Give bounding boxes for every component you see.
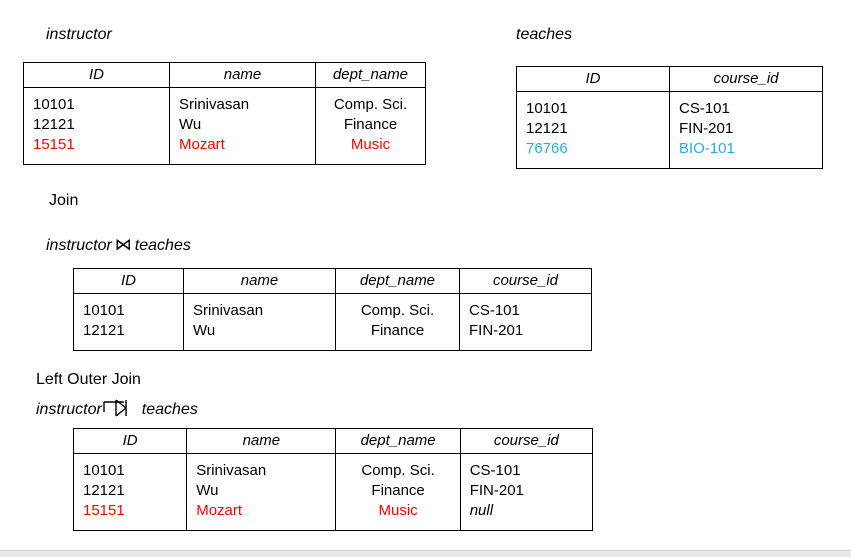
table-row: 10101	[526, 100, 568, 117]
left-outer-join-icon	[102, 400, 142, 420]
teaches-id-cells	[517, 92, 670, 169]
table-row: 15151	[83, 502, 125, 519]
table-row: FIN-201	[679, 120, 734, 137]
table-row: CS-101	[469, 302, 520, 319]
table-row-null: null	[469, 502, 494, 519]
table-header-row	[74, 429, 593, 454]
join-result-table	[73, 268, 592, 351]
join-name-cells	[184, 294, 336, 351]
column-header-dept-name: dept_name	[316, 63, 426, 88]
table-row: 12121	[83, 482, 125, 499]
table-row: Mozart	[179, 136, 225, 153]
instructor-table	[23, 62, 426, 165]
table-row: Wu	[196, 482, 219, 499]
table-body-row	[74, 294, 592, 351]
table-row: Music	[378, 502, 418, 519]
natural-join-icon: ⋈	[114, 235, 132, 254]
join-id-cells	[74, 294, 184, 351]
table-row: FIN-201	[469, 482, 524, 499]
join-operand-right: teaches	[141, 401, 198, 419]
table-row: Finance	[370, 322, 425, 339]
table-row: 10101	[83, 302, 125, 319]
table-row: Wu	[179, 116, 202, 133]
left-outer-join-expression-caption	[36, 400, 198, 420]
teaches-table	[516, 66, 823, 169]
table-body-row	[24, 88, 426, 165]
column-header-id: ID	[74, 269, 184, 294]
join-operand-left: instructor	[36, 401, 102, 419]
slide-footer-bar	[0, 550, 851, 557]
table-row: BIO-101	[679, 140, 735, 157]
table-row: Comp. Sci.	[360, 302, 435, 319]
column-header-name: name	[187, 429, 336, 454]
table-row: Comp. Sci.	[361, 462, 435, 479]
column-header-course-id: course_id	[460, 269, 592, 294]
table-row: FIN-201	[469, 322, 524, 339]
join-expression-caption	[46, 235, 191, 255]
loj-id-cells	[74, 454, 187, 531]
join-dept-cells	[336, 294, 460, 351]
column-header-name: name	[170, 63, 316, 88]
table-row: Finance	[371, 482, 425, 499]
join-course-cells	[460, 294, 592, 351]
column-header-course-id: course_id	[670, 67, 823, 92]
table-row: CS-101	[469, 462, 521, 479]
table-row: 12121	[526, 120, 568, 137]
table-row: 10101	[33, 96, 75, 113]
loj-course-cells	[460, 454, 592, 531]
table-row: 12121	[83, 322, 125, 339]
join-label: Join	[49, 192, 79, 209]
table-row: 12121	[33, 116, 75, 133]
table-header-row	[74, 269, 592, 294]
join-operand-left: instructor	[46, 237, 112, 254]
table-row: Mozart	[196, 502, 243, 519]
column-header-id: ID	[24, 63, 170, 88]
table-row: 15151	[33, 136, 75, 153]
table-row: Comp. Sci.	[333, 96, 408, 113]
instructor-id-cells	[24, 88, 170, 165]
left-outer-join-result-table	[73, 428, 593, 531]
column-header-dept-name: dept_name	[336, 269, 460, 294]
column-header-dept-name: dept_name	[336, 429, 460, 454]
table-row: 10101	[83, 462, 125, 479]
table-row: CS-101	[679, 100, 730, 117]
table-row: Finance	[343, 116, 398, 133]
table-row: Srinivasan	[196, 462, 267, 479]
instructor-dept-cells	[316, 88, 426, 165]
table-header-row	[517, 67, 823, 92]
left-outer-join-label: Left Outer Join	[36, 371, 141, 388]
loj-name-cells	[187, 454, 336, 531]
table-body-row	[74, 454, 593, 531]
teaches-caption: teaches	[516, 26, 573, 43]
join-operand-right: teaches	[134, 237, 191, 254]
loj-dept-cells	[336, 454, 460, 531]
table-header-row	[24, 63, 426, 88]
column-header-course-id: course_id	[460, 429, 592, 454]
table-row: Srinivasan	[193, 302, 264, 319]
teaches-course-cells	[670, 92, 823, 169]
column-header-id: ID	[74, 429, 187, 454]
table-row: Music	[350, 136, 391, 153]
table-body-row	[517, 92, 823, 169]
table-row: Wu	[193, 322, 216, 339]
table-row: 76766	[526, 140, 568, 157]
column-header-name: name	[184, 269, 336, 294]
column-header-id: ID	[517, 67, 670, 92]
instructor-name-cells	[170, 88, 316, 165]
instructor-caption: instructor	[46, 26, 112, 43]
table-row: Srinivasan	[179, 96, 250, 113]
